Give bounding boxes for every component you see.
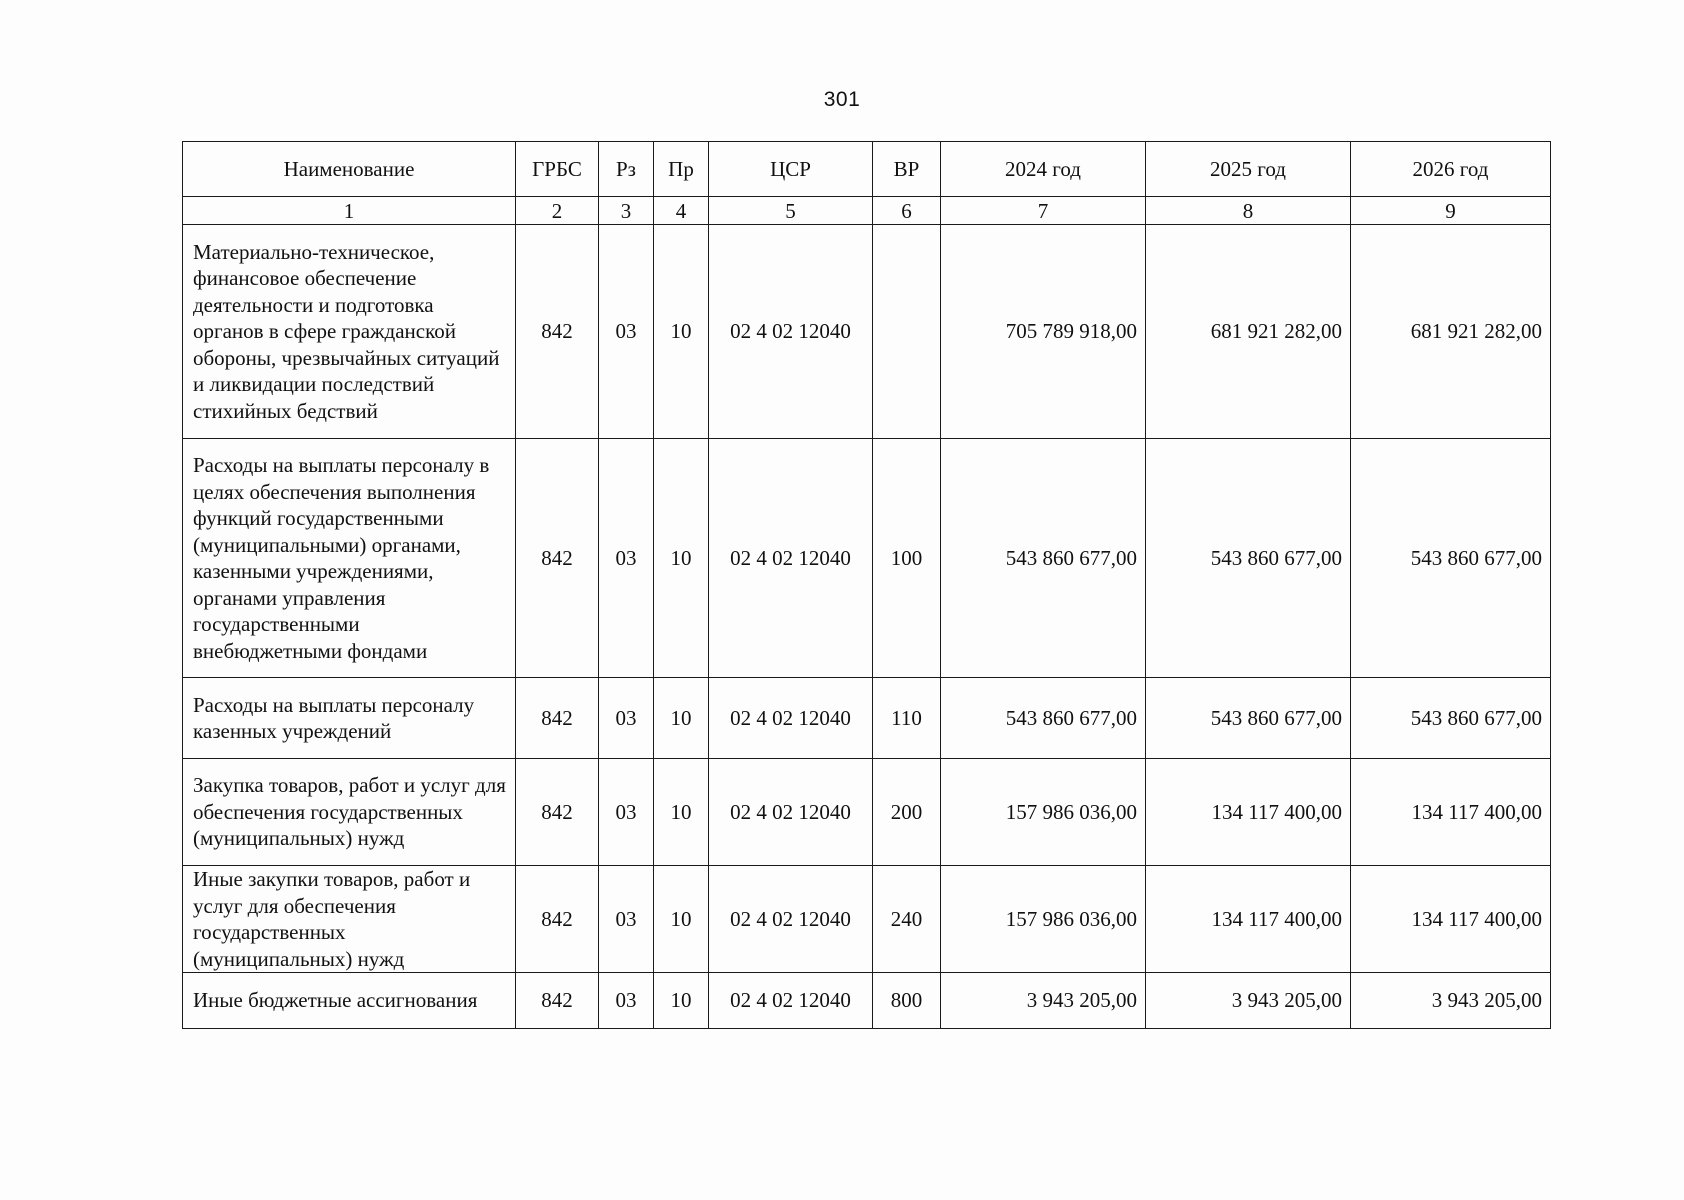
row-amount-2024: 3 943 205,00 [941, 973, 1146, 1029]
table-row [183, 678, 1551, 759]
column-number: 7 [941, 197, 1146, 225]
row-pr: 10 [654, 225, 709, 439]
row-vr [873, 225, 941, 439]
table-row [183, 973, 1551, 1029]
row-name: Иные закупки товаров, работ и услуг для обеспечения государственных (муниципальных) нужд [183, 866, 516, 973]
header-grbs: ГРБС [516, 142, 599, 197]
row-csr: 02 4 02 12040 [709, 759, 873, 866]
header-2025: 2025 год [1146, 142, 1351, 197]
column-number-row [183, 197, 1551, 225]
column-number: 5 [709, 197, 873, 225]
row-grbs: 842 [516, 866, 599, 973]
row-csr: 02 4 02 12040 [709, 225, 873, 439]
row-name: Расходы на выплаты персоналу в целях обеспечения выполнения функций государственными (муниципальными) органами, казенными учреждениями, органами управления государственными внебюджетными фондами [183, 439, 516, 678]
row-amount-2026: 3 943 205,00 [1351, 973, 1551, 1029]
row-amount-2024: 157 986 036,00 [941, 866, 1146, 973]
row-amount-2025: 543 860 677,00 [1146, 678, 1351, 759]
row-rz: 03 [599, 678, 654, 759]
row-amount-2026: 134 117 400,00 [1351, 759, 1551, 866]
row-amount-2026: 543 860 677,00 [1351, 439, 1551, 678]
row-csr: 02 4 02 12040 [709, 678, 873, 759]
row-csr: 02 4 02 12040 [709, 866, 873, 973]
header-row [183, 142, 1551, 197]
row-amount-2024: 543 860 677,00 [941, 678, 1146, 759]
column-number: 9 [1351, 197, 1551, 225]
row-csr: 02 4 02 12040 [709, 973, 873, 1029]
column-number: 4 [654, 197, 709, 225]
row-vr: 200 [873, 759, 941, 866]
row-amount-2025: 3 943 205,00 [1146, 973, 1351, 1029]
header-name: Наименование [183, 142, 516, 197]
header-rz: Рз [599, 142, 654, 197]
header-2024: 2024 год [941, 142, 1146, 197]
row-rz: 03 [599, 973, 654, 1029]
row-amount-2024: 543 860 677,00 [941, 439, 1146, 678]
column-number: 3 [599, 197, 654, 225]
row-amount-2026: 543 860 677,00 [1351, 678, 1551, 759]
header-csr: ЦСР [709, 142, 873, 197]
row-name: Материально-техническое, финансовое обеспечение деятельности и подготовка органов в сфере гражданской обороны, чрезвычайных ситуаций и ликвидации последствий стихийных бедствий [183, 225, 516, 439]
table-row [183, 225, 1551, 439]
table-row [183, 439, 1551, 678]
row-pr: 10 [654, 439, 709, 678]
row-rz: 03 [599, 759, 654, 866]
table-row [183, 759, 1551, 866]
row-rz: 03 [599, 866, 654, 973]
row-pr: 10 [654, 678, 709, 759]
row-grbs: 842 [516, 973, 599, 1029]
header-2026: 2026 год [1351, 142, 1551, 197]
row-grbs: 842 [516, 678, 599, 759]
row-amount-2026: 681 921 282,00 [1351, 225, 1551, 439]
column-number: 2 [516, 197, 599, 225]
header-pr: Пр [654, 142, 709, 197]
row-rz: 03 [599, 439, 654, 678]
column-number: 8 [1146, 197, 1351, 225]
row-vr: 800 [873, 973, 941, 1029]
row-grbs: 842 [516, 225, 599, 439]
column-number: 1 [183, 197, 516, 225]
column-number: 6 [873, 197, 941, 225]
row-amount-2025: 134 117 400,00 [1146, 866, 1351, 973]
row-amount-2024: 157 986 036,00 [941, 759, 1146, 866]
row-grbs: 842 [516, 439, 599, 678]
table-row [183, 866, 1551, 973]
row-pr: 10 [654, 866, 709, 973]
row-amount-2024: 705 789 918,00 [941, 225, 1146, 439]
row-vr: 100 [873, 439, 941, 678]
row-grbs: 842 [516, 759, 599, 866]
row-name: Расходы на выплаты персоналу казенных учреждений [183, 678, 516, 759]
row-csr: 02 4 02 12040 [709, 439, 873, 678]
budget-table [182, 141, 1551, 1029]
row-vr: 110 [873, 678, 941, 759]
row-rz: 03 [599, 225, 654, 439]
row-amount-2025: 134 117 400,00 [1146, 759, 1351, 866]
header-vr: ВР [873, 142, 941, 197]
row-name: Иные бюджетные ассигнования [183, 973, 516, 1029]
row-vr: 240 [873, 866, 941, 973]
row-amount-2025: 543 860 677,00 [1146, 439, 1351, 678]
page-number: 301 [823, 88, 861, 111]
row-amount-2026: 134 117 400,00 [1351, 866, 1551, 973]
row-pr: 10 [654, 973, 709, 1029]
row-name: Закупка товаров, работ и услуг для обеспечения государственных (муниципальных) нужд [183, 759, 516, 866]
row-pr: 10 [654, 759, 709, 866]
row-amount-2025: 681 921 282,00 [1146, 225, 1351, 439]
